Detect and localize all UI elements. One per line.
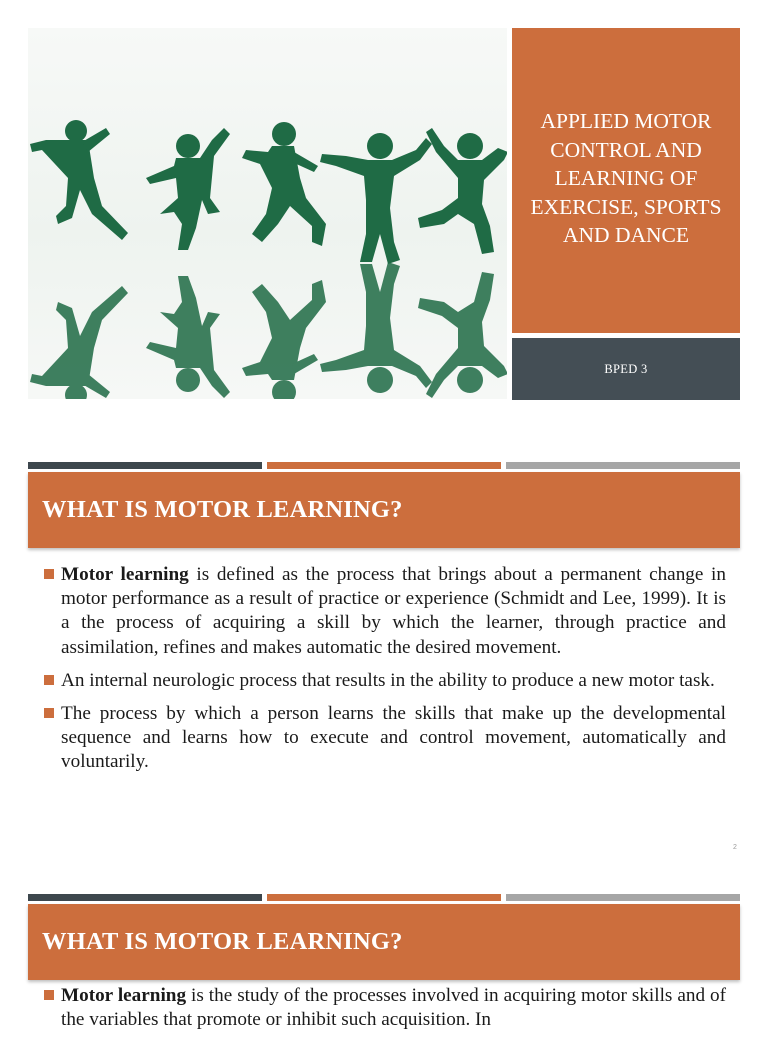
bullet-item xyxy=(44,563,726,660)
bullet-text: is the study of the processes involved in acquiring motor skills and of the variables that promote or inhibit such acquisition. In xyxy=(61,985,726,1031)
header-bar-orange xyxy=(267,462,501,469)
bullet-list xyxy=(44,563,726,784)
bullet-text: The process by which a person learns the skills that make up the developmental sequence and learns how to execute and control movement, automatically and voluntarily. xyxy=(61,703,726,773)
bullet-square-icon xyxy=(44,990,54,1000)
dancing-children-silhouettes-icon xyxy=(28,28,507,399)
bullet-text: is defined as the process that brings about a permanent change in motor performance as a result of practice or experience (Schmidt and Lee, 1999). It is a the process of acquiring a skill by which the learner, through practice and assimilation, refines and makes automatic the desired movement. xyxy=(61,564,726,658)
slide-heading-banner xyxy=(28,904,740,980)
bullet-square-icon xyxy=(44,675,54,685)
bullet-item xyxy=(44,669,726,693)
slide-heading-banner xyxy=(28,472,740,548)
header-bar-gray xyxy=(506,462,740,469)
presentation-subtitle: BPED 3 xyxy=(604,361,648,376)
bullet-item xyxy=(44,984,726,1032)
bullet-square-icon xyxy=(44,569,54,579)
presentation-title: APPLIED MOTOR CONTROL AND LEARNING OF EXERCISE, SPORTS AND DANCE xyxy=(530,109,722,248)
header-bar-gray xyxy=(506,894,740,901)
header-bar-orange xyxy=(267,894,501,901)
hero-image xyxy=(28,28,507,399)
title-panel xyxy=(512,28,740,333)
slide-header-bars xyxy=(28,894,740,901)
slide-heading: WHAT IS MOTOR LEARNING? xyxy=(42,928,403,955)
bullet-term: Motor learning xyxy=(61,985,187,1006)
subtitle-panel xyxy=(512,338,740,400)
bullet-item xyxy=(44,702,726,775)
bullet-text: An internal neurologic process that results in the ability to produce a new motor task. xyxy=(61,669,715,691)
header-bar-dark xyxy=(28,894,262,901)
slide-header-bars xyxy=(28,462,740,469)
bullet-term: Motor learning xyxy=(61,564,189,585)
page-number: 2 xyxy=(733,844,737,851)
header-bar-dark xyxy=(28,462,262,469)
bullet-square-icon xyxy=(44,708,54,718)
slide-heading: WHAT IS MOTOR LEARNING? xyxy=(42,496,403,523)
bullet-list xyxy=(44,984,726,1041)
